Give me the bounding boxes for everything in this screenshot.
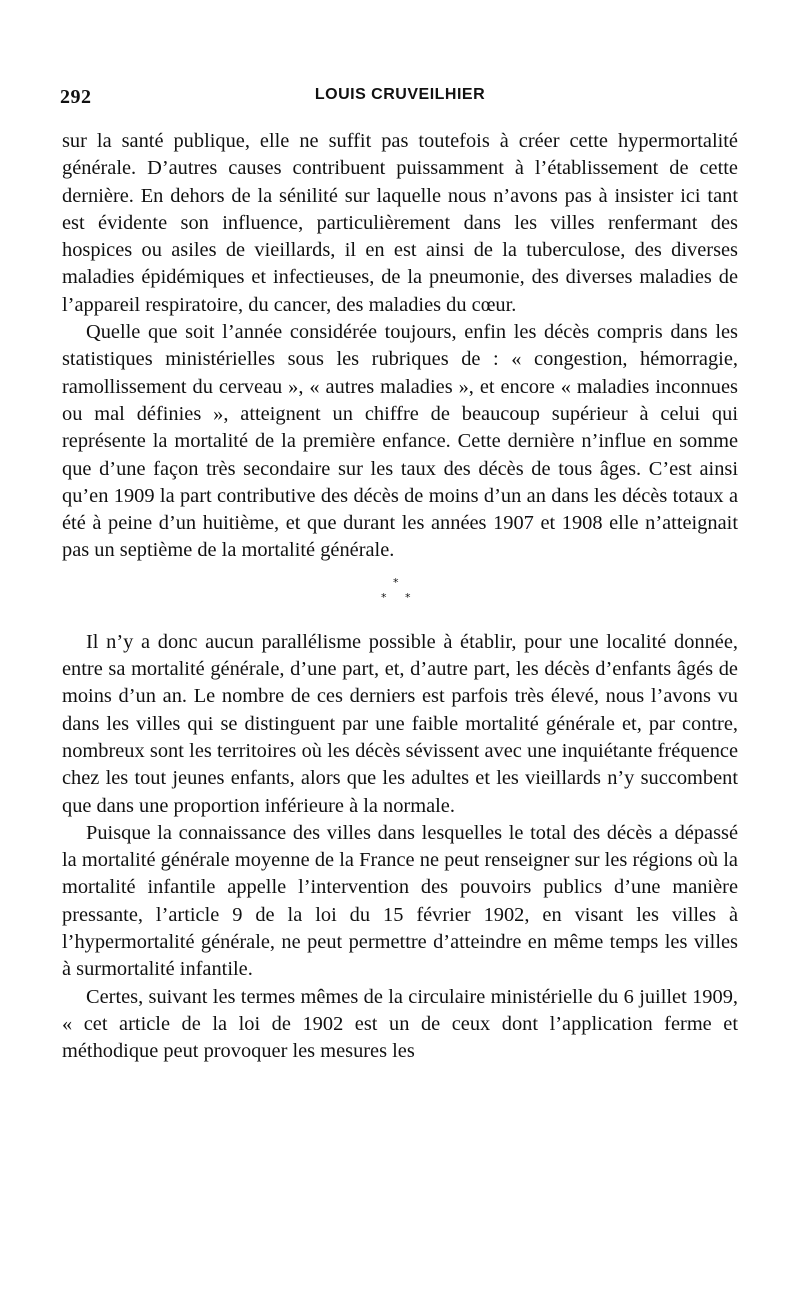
paragraph-continued: sur la santé publique, elle ne suffit pas toutefois à créer cette hypermortalité générale. D’autres causes contribuent puissamment à l’établissement de cette dernière. En dehors de la sénilité sur laquelle nous n’avons pas à insister ici tant est évidente son influence, particulièrement dans les villes renfermant des hospices ou asiles de vieillards, il en est ainsi de la tuberculose, des diverses maladies épidémiques et infectieuses, de la pneumonie, des diverses maladies de l’appareil respiratoire, du cancer, des maladies du cœur. bbox=[62, 130, 738, 316]
page-number: 292 bbox=[60, 86, 92, 108]
section-asterism bbox=[62, 565, 738, 629]
paragraph: Quelle que soit l’année considérée toujours, enfin les décès compris dans les statistiques ministérielles sous les rubriques de : « congestion, hémorragie, ramollissement du cerveau », « autres maladies », et encore « maladies inconnues ou mal définies », atteignent un chiffre de beaucoup supérieur à celui qui représente la mortalité de la première enfance. Cette dernière n’influe en somme que d’une façon très secondaire sur les taux des décès de tous âges. C’est ainsi qu’en 1909 la part contributive des décès de moins d’un an dans les décès totaux a été à peine d’un huitième, et que durant les années 1907 et 1908 elle n’atteignait pas un septième de la mortalité générale. bbox=[62, 321, 738, 562]
body-text bbox=[62, 128, 738, 1066]
running-title: LOUIS CRUVEILHIER bbox=[314, 86, 486, 103]
paragraph: Puisque la connaissance des villes dans lesquelles le total des décès a dépassé la mortalité générale moyenne de la France ne peut renseigner sur les régions où la mortalité infantile appelle l’intervention des pouvoirs publics d’une manière pressante, l’article 9 de la loi du 15 février 1902, en visant les villes à l’hypermortalité générale, ne peut permettre d’atteindre en même temps les villes à surmortalité infantile. bbox=[62, 821, 738, 981]
asterism-star: * bbox=[393, 575, 399, 589]
asterism-star: * bbox=[381, 590, 387, 604]
running-head bbox=[60, 86, 740, 114]
asterism-star: * bbox=[405, 590, 411, 604]
paragraph: Certes, suivant les termes mêmes de la circulaire ministérielle du 6 juillet 1909, « cet article de la loi de 1902 est un de ceux dont l’application ferme et méthodique peut provoquer les mesures les bbox=[62, 985, 738, 1063]
paragraph: Il n’y a donc aucun parallélisme possible à établir, pour une localité donnée, entre sa mortalité générale, d’une part, et, d’autre part, les décès d’enfants âgés de moins d’un an. Le nombre de ces derniers est parfois très élevé, nous l’avons vu dans les villes qui se distinguent par une faible mortalité générale et, par contre, nombreux sont les territoires où les décès sévissent avec une inquiétante fréquence chez les tout jeunes enfants, alors que les adultes et les vieillards n’y succombent que dans une proportion inférieure à la normale. bbox=[62, 630, 738, 817]
